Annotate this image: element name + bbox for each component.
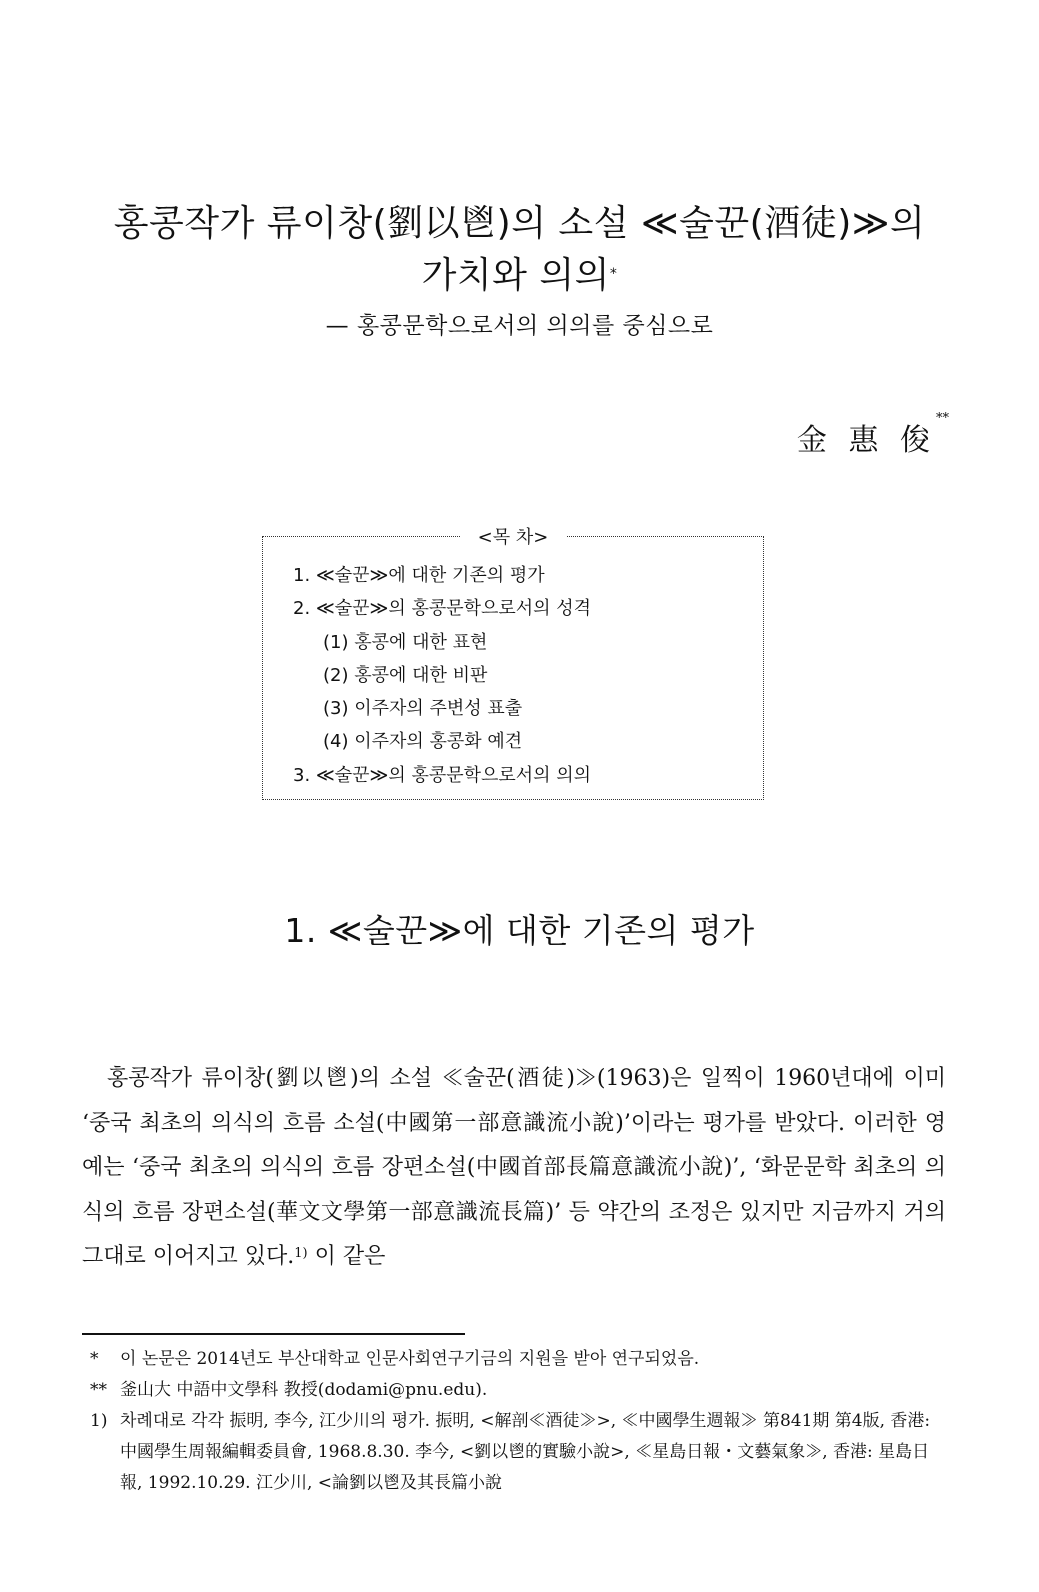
toc-subitem: (2) 홍콩에 대한 비판 (323, 664, 488, 686)
paper-title (0, 198, 1039, 302)
footnote-divider (82, 1333, 465, 1335)
toc-subitem: (4) 이주자의 홍콩화 예견 (323, 731, 523, 753)
title-footnote-mark: * (609, 266, 618, 282)
toc-heading (263, 523, 763, 549)
footnote-text: 차례대로 각각 振明, 李今, 江少川의 평가. 振明, <解剖≪酒徒≫>, ≪中國學生週報≫ 第841期 第4版, 香港: 中國學生周報編輯委員會, 1968.8.30. 李今, <劉以鬯的實驗小說>, ≪星島日報・文藝氣象≫, 香港: 星島日報, 1992.10.29. 江少川, <論劉以鬯及其長篇小說 (120, 1411, 931, 1493)
toc-heading-text: <목 차> (460, 527, 567, 548)
paper-title-line2-text: 가치와 의의 (421, 255, 610, 296)
footnote-ref[interactable]: 1) (294, 1246, 308, 1262)
toc-item: 3. ≪술꾼≫의 홍콩문학으로서의 의의 (293, 764, 592, 786)
author (796, 411, 949, 459)
footnote (82, 1375, 946, 1406)
section-heading: 1. ≪술꾼≫에 대한 기존의 평가 (284, 911, 755, 950)
body-paragraph-tail: 이 같은 (307, 1244, 386, 1270)
author-footnote-mark: ** (936, 411, 949, 426)
paper-subtitle: — 홍콩문학으로서의 의의를 중심으로 (325, 313, 714, 339)
toc-list (293, 559, 591, 792)
paper-title-line2 (0, 250, 1039, 302)
body-paragraph (82, 1057, 946, 1280)
footnote-text: 이 논문은 2014년도 부산대학교 인문사회연구기금의 지원을 받아 연구되었음. (120, 1349, 700, 1369)
footnote-text: 釜山大 中語中文學科 教授(dodami@pnu.edu). (120, 1380, 488, 1400)
table-of-contents (262, 527, 764, 800)
author-name: 金 惠 俊 (796, 423, 936, 458)
footnote (82, 1344, 946, 1375)
toc-item: 2. ≪술꾼≫의 홍콩문학으로서의 성격 (293, 598, 592, 620)
footnotes (82, 1344, 946, 1499)
body-paragraph-text: 홍콩작가 류이창(劉以鬯)의 소설 ≪술꾼(酒徒)≫(1963)은 일찍이 1960년대에 이미 ‘중국 최초의 의식의 흐름 소설(中國第一部意識流小說)’이라는 평가를 받았다. 이러한 영예는 ‘중국 최초의 의식의 흐름 장편소설(中國首部長篇意識流小說)’, ‘화문문학 최초의 의식의 흐름 장편소설(華文文學第一部意識流長篇)’ 등 약간의 조정은 있지만 지금까지 거의 그대로 이어지고 있다. (82, 1066, 946, 1270)
body-text (82, 1057, 946, 1280)
footnote-mark: * (90, 1349, 99, 1369)
paper-title-line1: 홍콩작가 류이창(劉以鬯)의 소설 ≪술꾼(酒徒)≫의 (113, 203, 926, 244)
footnote (82, 1406, 946, 1499)
toc-subitem: (3) 이주자의 주변성 표출 (323, 698, 523, 720)
footnote-mark: ** (90, 1380, 107, 1400)
footnote-mark: 1) (90, 1411, 108, 1431)
toc-subitem: (1) 홍콩에 대한 표현 (323, 631, 488, 653)
toc-item: 1. ≪술꾼≫에 대한 기존의 평가 (293, 565, 545, 586)
